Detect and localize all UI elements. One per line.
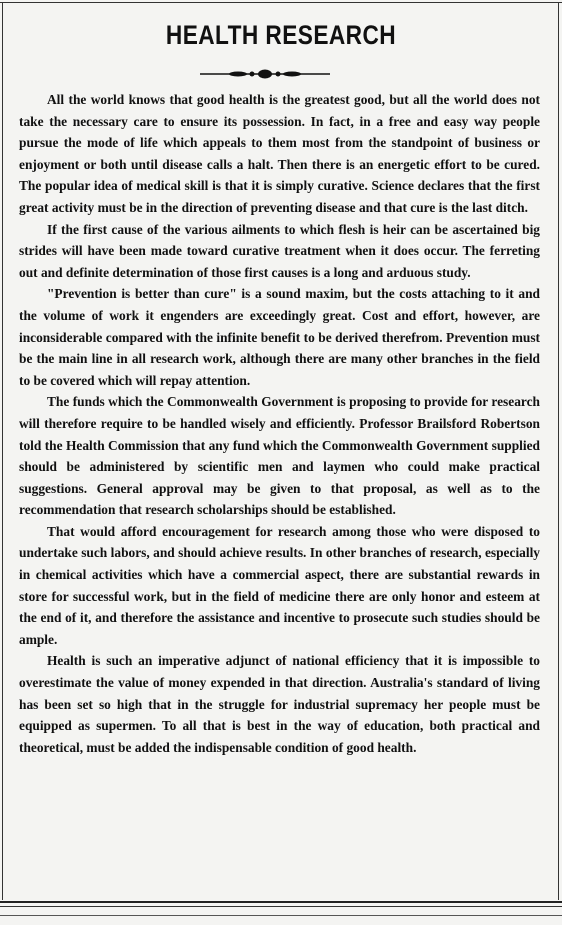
bottom-rule-thin bbox=[0, 906, 562, 907]
left-column-rule bbox=[2, 2, 3, 900]
top-border-rule bbox=[0, 2, 562, 3]
bottom-rule-lower bbox=[0, 915, 562, 916]
article-paragraph-4: The funds which the Commonwealth Government is proposing to provide for research will therefore require to be handled wisely and efficiently. Professor Brailsford Robertson told the Health Commission that any fund which the Commonwealth Government supplied should be administered by scientific men and laymen who could make practical suggestions. General approval may be given to that proposal, as well as to the recommendation that research scholarships should be established. bbox=[19, 394, 540, 518]
right-column-rule bbox=[558, 2, 559, 900]
article-paragraph-3: "Prevention is better than cure" is a sound maxim, but the costs attaching to it and the volume of work it engenders are exceedingly great. Cost and effort, however, are inconsiderable compared with the infinite benefit to be derived therefrom. Prevention must be the main line in all research work, although there are many other branches in the field to be covered which will repay attention. bbox=[19, 286, 540, 388]
article-paragraph-5: That would afford encouragement for research among those who were disposed to undertake such labors, and should achieve results. In other branches of research, especially in chemical activities which have a commercial aspect, there are substantial rewards in store for successful work, but in the field of medicine there are only honor and esteem at the end of it, and therefore the assistance and incentive to prosecute such studies should be ample. bbox=[19, 523, 540, 647]
article-paragraph-6: Health is such an imperative adjunct of national efficiency that it is impossible to overestimate the value of money expended in that direction. Australia's standard of living has been set so high that in the struggle for industrial supremacy her people must be equipped as supermen. To all that is best in the way of education, both practical and theoretical, must be added the indispensable condition of good health. bbox=[19, 653, 540, 755]
article-body bbox=[19, 89, 540, 758]
article-paragraph-1: All the world knows that good health is the greatest good, but all the world does not take the necessary care to ensure its possession. In fact, in a free and easy way people pursue the mode of life which appeals to them most from the standpoint of business or enjoyment or both until disease calls a halt. Then there is an energetic effort to be cured. The popular idea of medical skill is that it is simply curative. Science declares that the first great activity must be in the direction of preventing disease and that cure is the last ditch. bbox=[19, 92, 540, 215]
article-paragraph-2: If the first cause of the various ailments to which flesh is heir can be ascertained big strides will have been made toward curative treatment when it does occur. The ferreting out and definite determination of those first causes is a long and arduous study. bbox=[19, 221, 540, 280]
bottom-rule-thick bbox=[0, 901, 562, 903]
headline: HEALTH RESEARCH bbox=[165, 20, 397, 50]
ornament-divider-icon bbox=[200, 68, 330, 80]
